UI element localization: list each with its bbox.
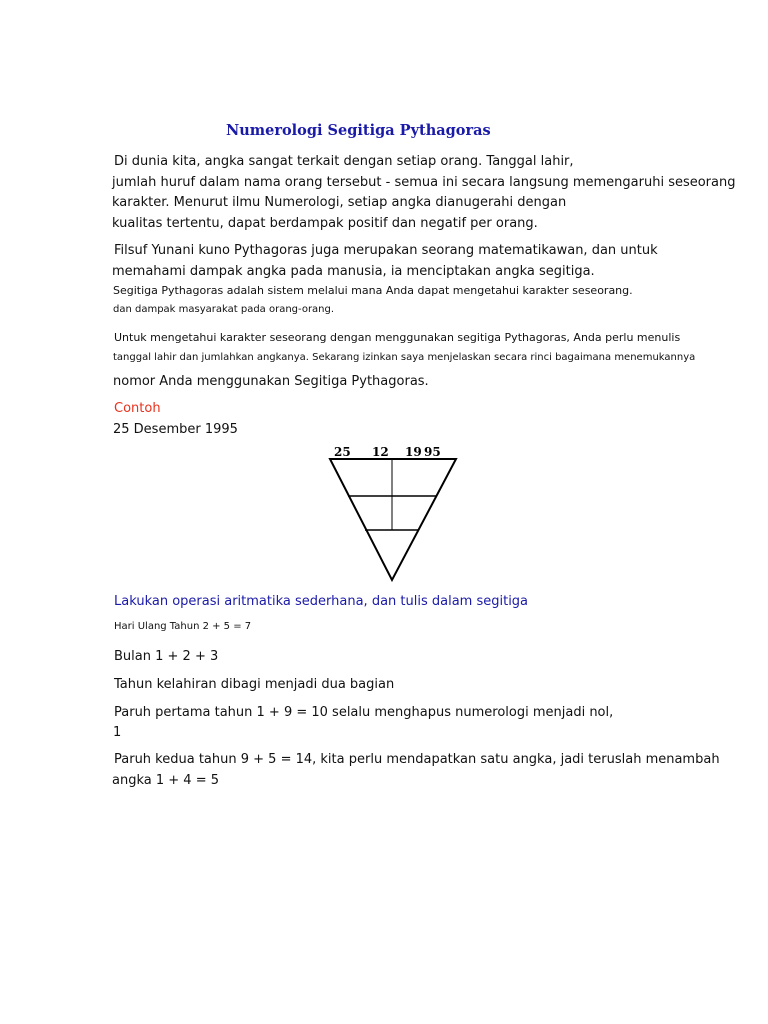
step-line: Bulan 1 + 2 + 3 (114, 649, 219, 664)
step-line: Paruh pertama tahun 1 + 9 = 10 selalu menghapus numerologi menjadi nol, (114, 705, 614, 720)
pythagoras-triangle-diagram (326, 443, 460, 585)
step-line: 1 (113, 725, 122, 740)
example-date: 25 Desember 1995 (113, 422, 238, 437)
text-line: karakter. Menurut ilmu Numerologi, setiap angka dianugerahi dengan (112, 195, 567, 210)
step-line: Paruh kedua tahun 9 + 5 = 14, kita perlu mendapatkan satu angka, jadi teruslah menambah (114, 752, 720, 767)
text-line: tanggal lahir dan jumlahkan angkanya. Sekarang izinkan saya menjelaskan secara rinci bagaimana menemukannya (113, 352, 696, 363)
instruction-text: Lakukan operasi aritmatika sederhana, dan tulis dalam segitiga (114, 594, 529, 609)
text-line: dan dampak masyarakat pada orang-orang. (113, 304, 335, 315)
text-line: kualitas tertentu, dapat berdampak positif dan negatif per orang. (112, 216, 538, 231)
year-first-digits: 19 (405, 445, 422, 459)
month-digits: 12 (372, 445, 389, 459)
text-line: Untuk mengetahui karakter seseorang dengan menggunakan segitiga Pythagoras, Anda perlu menulis (114, 331, 681, 344)
step-line: angka 1 + 4 = 5 (112, 773, 219, 788)
text-line: memahami dampak angka pada manusia, ia menciptakan angka segitiga. (112, 264, 595, 279)
page-title: Numerologi Segitiga Pythagoras (226, 122, 491, 139)
text-line: Segitiga Pythagoras adalah sistem melalui mana Anda dapat mengetahui karakter seseorang. (113, 284, 633, 297)
year-second-digits: 95 (424, 445, 441, 459)
text-line: Di dunia kita, angka sangat terkait dengan setiap orang. Tanggal lahir, (114, 154, 574, 169)
step-line: Hari Ulang Tahun 2 + 5 = 7 (114, 621, 252, 632)
step-line: Tahun kelahiran dibagi menjadi dua bagian (114, 677, 395, 692)
text-line: jumlah huruf dalam nama orang tersebut - semua ini secara langsung memengaruhi seseorang (112, 175, 736, 190)
example-label: Contoh (114, 401, 161, 416)
triangle-outline (330, 459, 456, 580)
text-line: Filsuf Yunani kuno Pythagoras juga merupakan seorang matematikawan, dan untuk (114, 243, 658, 258)
day-digits: 25 (334, 445, 351, 459)
text-line: nomor Anda menggunakan Segitiga Pythagoras. (113, 374, 429, 389)
